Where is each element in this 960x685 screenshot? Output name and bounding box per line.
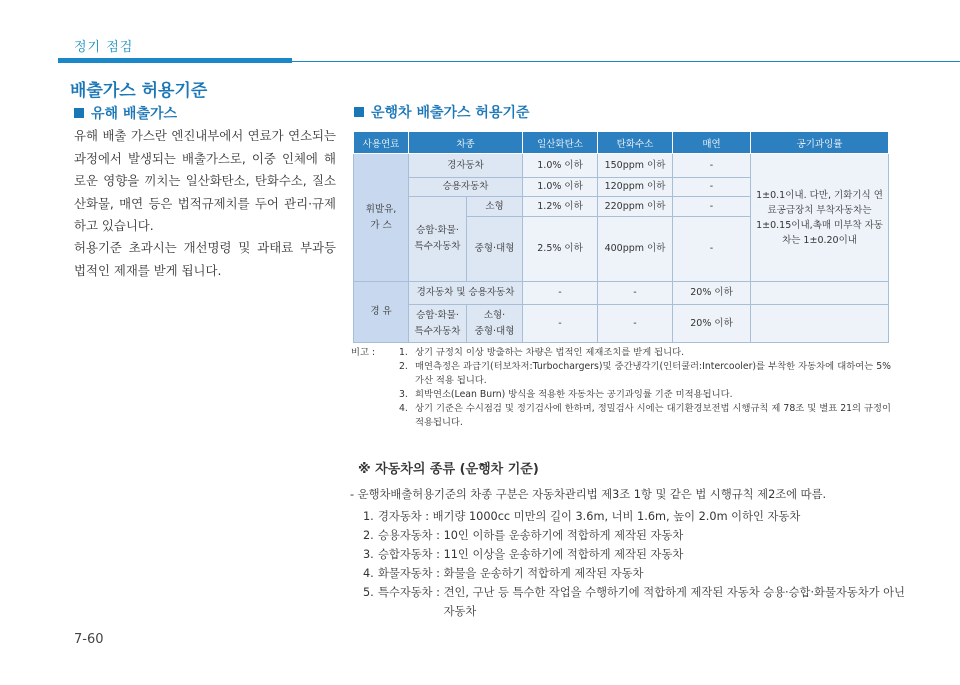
vehicle-cell: 승용자동차 <box>409 178 523 197</box>
table-row <box>354 154 889 178</box>
hc-cell: 220ppm 이하 <box>598 197 673 217</box>
header-air-ratio: 공기과잉률 <box>751 132 889 154</box>
right-subtitle-text: 운행차 배출가스 허용기준 <box>371 105 530 121</box>
fuel-gasoline-cell: 휘발유, 가 스 <box>354 154 409 282</box>
body-paragraph-2: 허용기준 초과시는 개선명령 및 과태료 부과등 법적인 제재를 받게 됩니다. <box>74 240 336 278</box>
smoke-cell: 20% 이하 <box>673 305 751 343</box>
header-vehicle: 차종 <box>409 132 523 154</box>
note-item: 2. 매연측정은 과급기(터보차저:Turbochargers)및 중간냉각기(인터쿨러:Intercooler)를 부착한 자동차에 대하여는 5% 가산 적용 됩니다. <box>399 361 891 386</box>
body-paragraph-1: 유해 배출 가스란 엔진내부에서 연료가 연소되는 과정에서 발생되는 배출가스로, 이중 인체에 해로운 영향을 끼치는 일산화탄소, 탄화수소, 질소산화물, 매연 등은 법적규제치를 두어 관리·규제하고 있습니다. <box>74 128 336 233</box>
header-rule-thick <box>58 58 292 63</box>
page-number: 7-60 <box>74 632 104 647</box>
air-ratio-empty-cell <box>751 305 889 343</box>
table-header-row <box>354 132 889 154</box>
hc-cell: - <box>598 305 673 343</box>
note-item: 4. 상기 기준은 수시점검 및 정기검사에 한하며, 정밀검사 시에는 대기환경보전법 시행규칙 제 78조 및 별표 21의 규정이 적용됩니다. <box>399 403 891 428</box>
square-bullet-icon <box>74 108 84 118</box>
smoke-cell: - <box>673 154 751 178</box>
vehicle-cell: 경자동차 <box>409 154 523 178</box>
header-rule-thin <box>292 61 960 62</box>
table-notes <box>351 346 891 430</box>
smoke-cell: 20% 이하 <box>673 282 751 305</box>
list-item: 2. 승용자동차 : 10인 이하를 운송하기에 적합하게 제작된 자동차 <box>363 529 684 542</box>
smoke-cell: - <box>673 197 751 217</box>
vehicle-types-intro: - 운행차배출허용기준의 차종 구분은 자동차관리법 제3조 1항 및 같은 법 시행규칙 제2조에 따름. <box>350 488 827 501</box>
co-cell: - <box>523 282 598 305</box>
co-cell: 2.5% 이하 <box>523 217 598 282</box>
table-row <box>354 305 889 343</box>
square-bullet-icon <box>354 107 364 117</box>
size-cell: 소형 <box>467 197 523 217</box>
co-cell: 1.0% 이하 <box>523 178 598 197</box>
list-item: 5. 특수자동차 : 견인, 구난 등 특수한 작업을 수행하기에 적합하게 제작된 자동차 승용·승합·화물자동차가 아닌 자동차 <box>363 586 905 618</box>
hc-cell: 120ppm 이하 <box>598 178 673 197</box>
header-fuel: 사용연료 <box>354 132 409 154</box>
table-row <box>354 282 889 305</box>
header-hc: 탄화수소 <box>598 132 673 154</box>
list-item: 1. 경자동차 : 배기량 1000cc 미만의 길이 3.6m, 너비 1.6m, 높이 2.0m 이하인 자동차 <box>363 510 801 523</box>
air-ratio-empty-cell <box>751 282 889 305</box>
section-label: 정기 점검 <box>74 40 134 55</box>
list-item: 4. 화물자동차 : 화물을 운송하기 적합하게 제작된 자동차 <box>363 567 644 580</box>
size-cell: 중형·대형 <box>467 217 523 282</box>
vehicle-group-cell: 승합·화물· 특수자동차 <box>409 305 467 343</box>
header-co: 일산화탄소 <box>523 132 598 154</box>
notes-prefix: 비고 : <box>351 347 376 358</box>
hc-cell: 150ppm 이하 <box>598 154 673 178</box>
vehicle-types-list <box>363 507 914 621</box>
note-item: 비고 : 1. 상기 규정치 이상 방출하는 차량은 법적인 제재조치를 받게 됩니다. <box>351 347 685 358</box>
header-smoke: 매연 <box>673 132 751 154</box>
emission-standard-table <box>353 131 889 343</box>
list-item: 3. 승합자동차 : 11인 이상을 운송하기에 적합하게 제작된 자동차 <box>363 548 684 561</box>
hc-cell: 400ppm 이하 <box>598 217 673 282</box>
smoke-cell: - <box>673 217 751 282</box>
size-cell: 소형· 중형·대형 <box>467 305 523 343</box>
hc-cell: - <box>598 282 673 305</box>
air-ratio-cell: 1±0.1이내. 다만, 기화기식 연료공급장치 부착자동차는 1±0.15이내,촉매 미부착 자동차는 1±0.20이내 <box>751 154 889 282</box>
co-cell: 1.0% 이하 <box>523 154 598 178</box>
page-title: 배출가스 허용기준 <box>70 81 208 101</box>
smoke-cell: - <box>673 178 751 197</box>
co-cell: 1.2% 이하 <box>523 197 598 217</box>
note-item: 3. 희박연소(Lean Burn) 방식을 적용한 자동차는 공기과잉률 기준 미적용됩니다. <box>399 389 733 400</box>
left-subtitle-text: 유해 배출가스 <box>91 106 178 122</box>
left-subtitle <box>74 103 177 123</box>
vehicle-types-title: ※ 자동차의 종류 (운행차 기준) <box>358 462 539 477</box>
vehicle-cell: 경자동차 및 승용자동차 <box>409 282 523 305</box>
vehicle-group-cell: 승합·화물· 특수자동차 <box>409 197 467 282</box>
right-subtitle <box>354 102 530 122</box>
co-cell: - <box>523 305 598 343</box>
fuel-diesel-cell: 경 유 <box>354 282 409 343</box>
